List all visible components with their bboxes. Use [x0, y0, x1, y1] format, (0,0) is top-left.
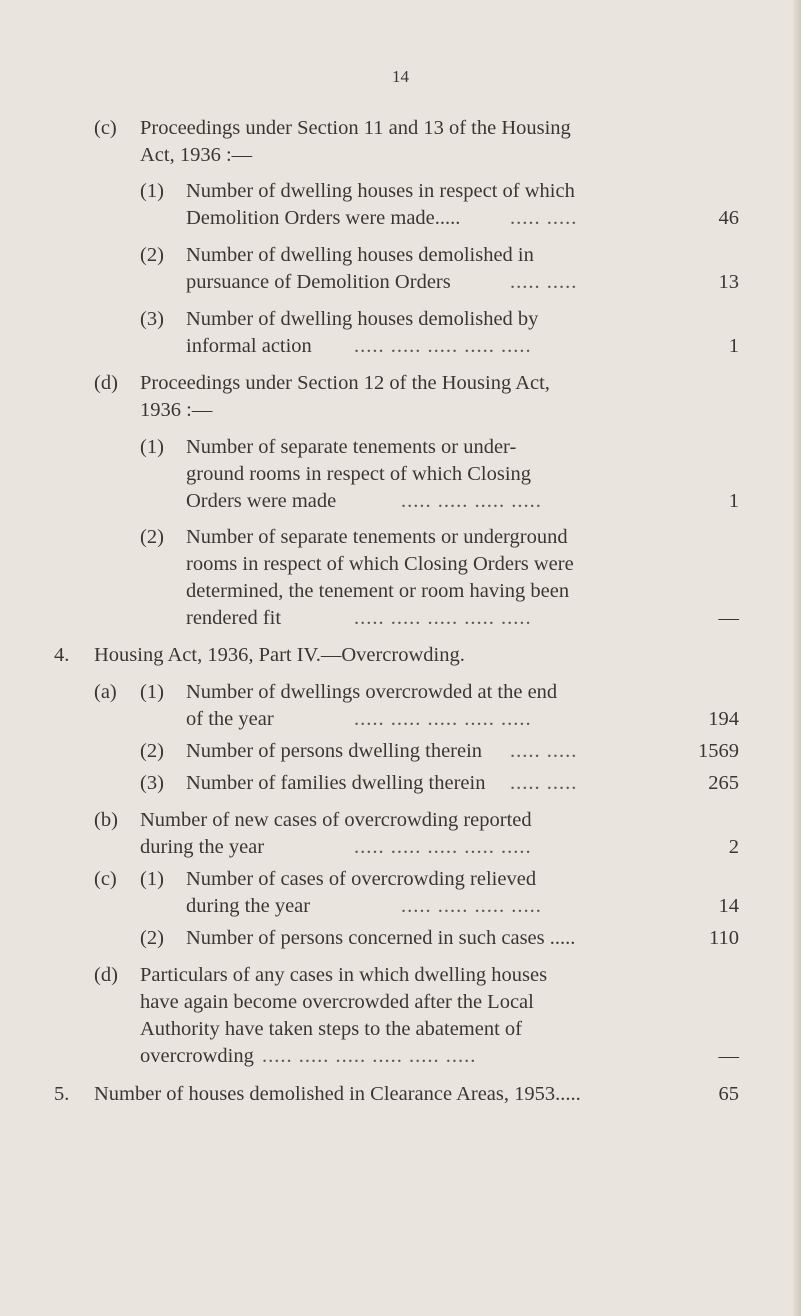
item-c1-label: (1): [140, 180, 164, 202]
section-4-label: 4.: [54, 644, 70, 666]
item-4a1-value: 194: [708, 708, 739, 730]
item-4a1-leader: ..... ..... ..... ..... .....: [354, 708, 532, 730]
item-d1-label: (1): [140, 436, 164, 458]
section-c-heading-line1: Proceedings under Section 11 and 13 of the Housing: [140, 117, 571, 139]
item-c3-leader: ..... ..... ..... ..... .....: [354, 335, 532, 357]
item-c3-value: 1: [728, 335, 739, 357]
item-4d-text-line4: overcrowding: [140, 1045, 254, 1067]
section-4a-label: (a): [94, 681, 117, 703]
item-4d-leader: ..... ..... ..... ..... ..... .....: [262, 1045, 477, 1067]
item-4a3-text: Number of families dwelling therein: [186, 772, 486, 794]
item-4d-text-line2: have again become overcrowded after the Local: [140, 991, 534, 1013]
item-4a3-value: 265: [708, 772, 739, 794]
section-d-heading-line2: 1936 :—: [140, 399, 213, 421]
section-d-heading-line1: Proceedings under Section 12 of the Housing Act,: [140, 372, 550, 394]
item-d2-text-line2: rooms in respect of which Closing Orders were: [186, 553, 574, 575]
item-d2-text-line1: Number of separate tenements or underground: [186, 526, 568, 548]
item-4c2-value: 110: [709, 927, 739, 949]
section-5-text: Number of houses demolished in Clearance Areas, 1953.....: [94, 1083, 581, 1105]
item-d1-text-line2: ground rooms in respect of which Closing: [186, 463, 532, 485]
item-c2-label: (2): [140, 244, 164, 266]
item-4b-value: 2: [728, 836, 739, 858]
item-4b-text-line2: during the year: [140, 836, 265, 858]
item-4c1-text-line1: Number of cases of overcrowding relieved: [186, 868, 537, 890]
section-4c-label: (c): [94, 868, 117, 890]
item-c2-value: 13: [718, 271, 739, 293]
item-4b-leader: ..... ..... ..... ..... .....: [354, 836, 532, 858]
item-d2-text-line3: determined, the tenement or room having been: [186, 580, 570, 602]
item-c1-text-line1: Number of dwelling houses in respect of which: [186, 180, 575, 202]
item-4b-text-line1: Number of new cases of overcrowding reported: [140, 809, 532, 831]
section-5-label: 5.: [54, 1083, 70, 1105]
item-d1-text-line3: Orders were made: [186, 490, 337, 512]
item-4a2-value: 1569: [698, 740, 739, 762]
item-c2-text-line1: Number of dwelling houses demolished in: [186, 244, 534, 266]
item-4c2-text: Number of persons concerned in such cases .....: [186, 927, 576, 949]
item-d2-label: (2): [140, 526, 164, 548]
item-4a2-text: Number of persons dwelling therein: [186, 740, 483, 762]
item-4a3-leader: ..... .....: [510, 772, 578, 794]
item-4a3-label: (3): [140, 772, 164, 794]
item-4d-value: —: [718, 1045, 739, 1067]
section-d-label: (d): [94, 372, 118, 394]
item-4a2-leader: ..... .....: [510, 740, 578, 762]
item-c2-text-line2: pursuance of Demolition Orders: [186, 271, 451, 293]
item-c1-text-line2: Demolition Orders were made.....: [186, 207, 461, 229]
item-d1-value: 1: [728, 490, 739, 512]
item-d2-value: —: [718, 607, 739, 629]
item-4c1-text-line2: during the year: [186, 895, 311, 917]
item-c2-leader: ..... .....: [510, 271, 578, 293]
section-4-title: Housing Act, 1936, Part IV.—Overcrowding.: [94, 644, 465, 666]
item-d2-text-line4: rendered fit: [186, 607, 282, 629]
page-number: 14: [392, 67, 409, 86]
item-4c2-label: (2): [140, 927, 164, 949]
item-c3-label: (3): [140, 308, 164, 330]
item-4d-text-line1: Particulars of any cases in which dwelling houses: [140, 964, 548, 986]
item-d1-text-line1: Number of separate tenements or under-: [186, 436, 517, 458]
item-4c1-leader: ..... ..... ..... .....: [401, 895, 542, 917]
item-4a1-text-line2: of the year: [186, 708, 274, 730]
item-4a1-text-line1: Number of dwellings overcrowded at the end: [186, 681, 558, 703]
item-4c1-label: (1): [140, 868, 164, 890]
item-c3-text-line1: Number of dwelling houses demolished by: [186, 308, 539, 330]
item-4c1-value: 14: [718, 895, 739, 917]
section-5-value: 65: [718, 1083, 739, 1105]
section-4b-label: (b): [94, 809, 118, 831]
section-c-label: (c): [94, 117, 117, 139]
section-4d-label: (d): [94, 964, 118, 986]
item-4a1-label: (1): [140, 681, 164, 703]
item-d1-leader: ..... ..... ..... .....: [401, 490, 542, 512]
item-c3-text-line2: informal action: [186, 335, 312, 357]
item-c1-leader: ..... .....: [510, 207, 578, 229]
page-edge: [793, 0, 801, 1316]
item-4d-text-line3: Authority have taken steps to the abatement of: [140, 1018, 522, 1040]
item-4a2-label: (2): [140, 740, 164, 762]
item-c1-value: 46: [718, 207, 739, 229]
section-c-heading-line2: Act, 1936 :—: [140, 144, 253, 166]
item-d2-leader: ..... ..... ..... ..... .....: [354, 607, 532, 629]
